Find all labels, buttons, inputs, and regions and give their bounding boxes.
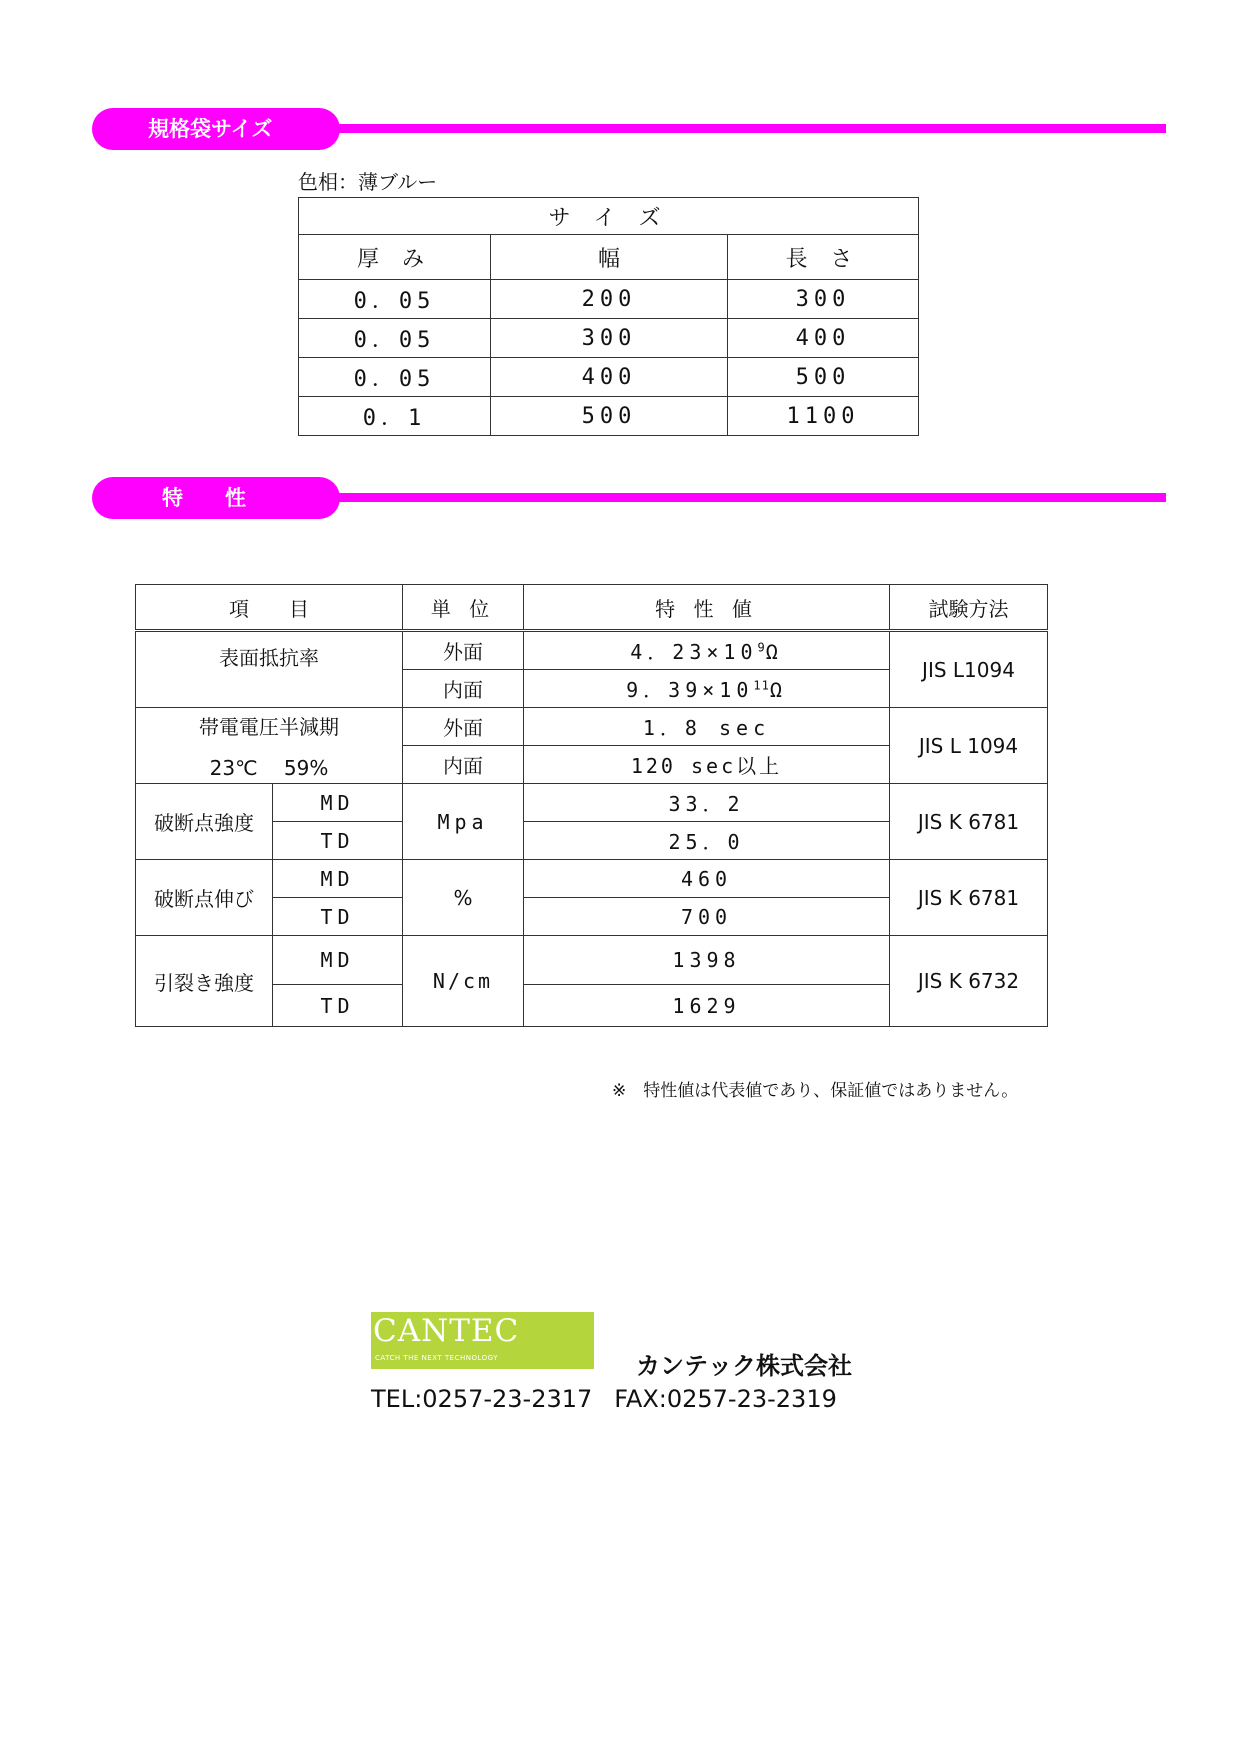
table-row (299, 358, 919, 397)
table-cell: 500 (491, 397, 728, 436)
item-label (136, 708, 403, 784)
direction-cell: MD (273, 936, 403, 985)
unit-cell: 内面 (403, 670, 524, 708)
method-cell: JIS K 6781 (890, 784, 1048, 860)
tel-number: TEL:0257-23-2317 (371, 1385, 593, 1413)
value-cell: 4．$23\times 10^9\Omega$ (524, 631, 890, 670)
table-row (299, 397, 919, 436)
direction-cell: TD (273, 822, 403, 860)
method-cell: JIS L1094 (890, 631, 1048, 708)
table-row (299, 280, 919, 319)
value-cell: 1398 (524, 936, 890, 985)
properties-table (135, 584, 1048, 1027)
table-row (136, 631, 1048, 670)
table-row (136, 860, 1048, 898)
table-cell: 0．05 (299, 280, 491, 319)
company-name: カンテック株式会社 (636, 1352, 852, 1380)
value-cell: 1629 (524, 985, 890, 1027)
method-cell: JIS L 1094 (890, 708, 1048, 784)
unit-cell: 内面 (403, 746, 524, 784)
table-row (299, 319, 919, 358)
table-row (136, 708, 1048, 746)
method-cell: JIS K 6781 (890, 860, 1048, 936)
table-cell: 0．05 (299, 319, 491, 358)
table-cell: 0．1 (299, 397, 491, 436)
unit-cell: 外面 (403, 631, 524, 670)
table-cell: 500 (728, 358, 919, 397)
item-label-text: 帯電電圧半減期 (199, 714, 339, 739)
column-header: 項 目 (136, 585, 403, 631)
disclaimer-note: ※ 特性値は代表値であり、保証値ではありません。 (612, 1081, 1019, 1101)
value-cell: 33．2 (524, 784, 890, 822)
column-header: 特 性 値 (524, 585, 890, 631)
item-label: 引裂き強度 (136, 936, 273, 1027)
column-header: 厚 み (299, 235, 491, 280)
item-label: 表面抵抗率 (136, 631, 403, 708)
section-title: 規格袋サイズ (92, 108, 340, 150)
contact-line (371, 1385, 859, 1413)
item-condition: 23℃ 59% (209, 755, 329, 780)
direction-cell: MD (273, 784, 403, 822)
table-cell: 200 (491, 280, 728, 319)
column-header: 長 さ (728, 235, 919, 280)
value-cell: 1．8 sec (524, 708, 890, 746)
table-cell: 0．05 (299, 358, 491, 397)
column-header: 幅 (491, 235, 728, 280)
column-header: 試験方法 (890, 585, 1048, 631)
table-cell: 400 (728, 319, 919, 358)
table-header-row (136, 585, 1048, 631)
section-header-size (92, 108, 1166, 150)
logo-tagline: CATCH THE NEXT TECHNOLOGY (375, 1354, 499, 1362)
unit-cell: Mpa (403, 784, 524, 860)
column-header: 単 位 (403, 585, 524, 631)
value-cell: 25．0 (524, 822, 890, 860)
unit-cell: N/cm (403, 936, 524, 1027)
item-label: 破断点強度 (136, 784, 273, 860)
section-title: 特 性 (92, 477, 340, 519)
table-cell: 300 (728, 280, 919, 319)
table-row (136, 936, 1048, 985)
section-header-properties (92, 477, 1166, 519)
unit-cell: % (403, 860, 524, 936)
logo-wordmark: CANTEC (373, 1313, 520, 1349)
value-cell: 9．$39\times 10^{11}\Omega$ (524, 670, 890, 708)
color-caption: 色相：薄ブルー (298, 170, 438, 194)
table-row (299, 235, 919, 280)
value-cell: 460 (524, 860, 890, 898)
table-cell: 300 (491, 319, 728, 358)
table-cell: 1100 (728, 397, 919, 436)
section-rule (322, 124, 1166, 133)
size-header: サ イ ズ (299, 198, 919, 235)
method-cell: JIS K 6732 (890, 936, 1048, 1027)
item-label: 破断点伸び (136, 860, 273, 936)
section-rule (322, 493, 1166, 502)
direction-cell: TD (273, 985, 403, 1027)
direction-cell: TD (273, 898, 403, 936)
table-row (136, 784, 1048, 822)
company-logo (371, 1312, 594, 1369)
fax-number: FAX:0257-23-2319 (614, 1385, 837, 1413)
table-cell: 400 (491, 358, 728, 397)
unit-cell: 外面 (403, 708, 524, 746)
size-table (298, 197, 919, 436)
value-cell: 120 sec以上 (524, 746, 890, 784)
direction-cell: MD (273, 860, 403, 898)
value-cell: 700 (524, 898, 890, 936)
